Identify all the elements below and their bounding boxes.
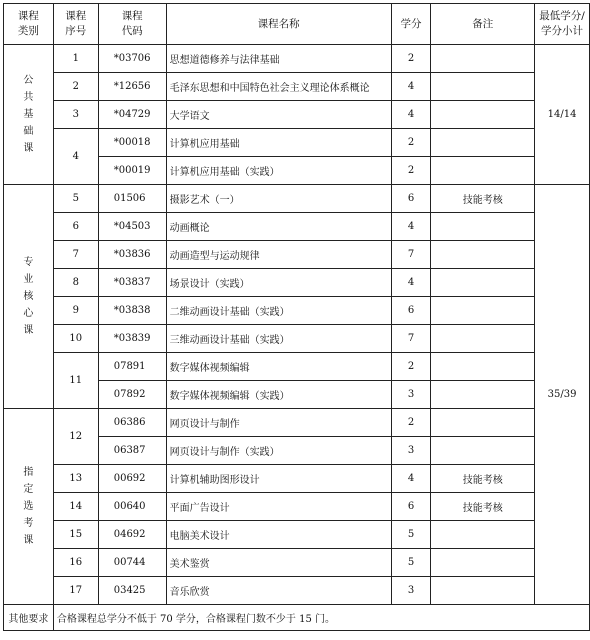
credit-cell: 4	[391, 465, 431, 493]
code-cell: 00744	[98, 549, 166, 577]
seq-cell: 12	[53, 409, 98, 465]
credit-cell: 6	[391, 297, 431, 325]
table-body	[4, 45, 590, 605]
table-row	[4, 269, 590, 297]
header-code	[98, 4, 166, 45]
course-name-cell: 平面广告设计	[166, 493, 391, 521]
table-row	[4, 549, 590, 577]
seq-cell: 15	[53, 521, 98, 549]
remark-cell	[431, 157, 535, 185]
table-row	[4, 521, 590, 549]
code-cell: *03838	[98, 297, 166, 325]
curriculum-table	[3, 3, 590, 631]
table-row	[4, 297, 590, 325]
course-name-cell: 网页设计与制作	[166, 409, 391, 437]
credit-cell: 4	[391, 101, 431, 129]
header-category-text: 课程 类别	[17, 10, 39, 37]
remark-cell	[431, 73, 535, 101]
table-row	[4, 101, 590, 129]
remark-cell	[431, 437, 535, 465]
code-cell: *03706	[98, 45, 166, 73]
header-min-credit-text: 最低学分/ 学分小计	[539, 10, 585, 37]
code-cell: *03837	[98, 269, 166, 297]
course-name-cell: 毛泽东思想和中国特色社会主义理论体系概论	[166, 73, 391, 101]
header-row	[4, 4, 590, 45]
code-cell: 01506	[98, 185, 166, 213]
course-name-cell: 场景设计（实践）	[166, 269, 391, 297]
credit-cell: 6	[391, 185, 431, 213]
header-category	[4, 4, 54, 45]
table-row	[4, 353, 590, 381]
credit-cell: 5	[391, 521, 431, 549]
header-credit	[391, 4, 431, 45]
course-name-cell: 计算机应用基础（实践）	[166, 157, 391, 185]
seq-cell: 16	[53, 549, 98, 577]
table-row	[4, 213, 590, 241]
seq-cell: 6	[53, 213, 98, 241]
credit-cell: 4	[391, 73, 431, 101]
remark-cell	[431, 45, 535, 73]
course-name-cell: 大学语文	[166, 101, 391, 129]
category-cell: 指 定 选 考 课	[4, 409, 54, 605]
code-cell: 03425	[98, 577, 166, 605]
remark-cell: 技能考核	[431, 185, 535, 213]
credit-cell: 2	[391, 129, 431, 157]
credit-cell: 3	[391, 437, 431, 465]
remark-cell	[431, 521, 535, 549]
seq-cell: 17	[53, 577, 98, 605]
seq-cell: 13	[53, 465, 98, 493]
table-row	[4, 241, 590, 269]
remark-cell	[431, 101, 535, 129]
credit-cell: 4	[391, 269, 431, 297]
seq-cell: 11	[53, 353, 98, 409]
remark-cell	[431, 325, 535, 353]
table-row	[4, 409, 590, 437]
remark-cell	[431, 213, 535, 241]
code-cell: *00019	[98, 157, 166, 185]
credit-cell: 3	[391, 381, 431, 409]
header-seq	[53, 4, 98, 45]
table-row	[4, 73, 590, 101]
code-cell: *03839	[98, 325, 166, 353]
header-code-text: 课程 代码	[121, 10, 143, 37]
credit-cell: 5	[391, 549, 431, 577]
footer-row	[4, 605, 590, 631]
table-row	[4, 577, 590, 605]
remark-cell	[431, 577, 535, 605]
header-name-text: 课程名称	[257, 17, 300, 30]
course-name-cell: 数字媒体视频编辑	[166, 353, 391, 381]
remark-cell	[431, 129, 535, 157]
code-cell: 04692	[98, 521, 166, 549]
header-remark	[431, 4, 535, 45]
code-cell: 00640	[98, 493, 166, 521]
course-name-cell: 计算机应用基础	[166, 129, 391, 157]
credit-cell: 2	[391, 409, 431, 437]
course-name-cell: 音乐欣赏	[166, 577, 391, 605]
table-row	[4, 465, 590, 493]
seq-cell: 14	[53, 493, 98, 521]
category-cell: 专 业 核 心 课	[4, 185, 54, 409]
credit-cell: 2	[391, 353, 431, 381]
header-min-credit	[535, 4, 590, 45]
credit-summary-cell: 35/39	[535, 185, 590, 605]
seq-cell: 7	[53, 241, 98, 269]
code-cell: *04729	[98, 101, 166, 129]
course-name-cell: 二维动画设计基础（实践）	[166, 297, 391, 325]
remark-cell	[431, 297, 535, 325]
course-name-cell: 数字媒体视频编辑（实践）	[166, 381, 391, 409]
footer-label: 其他要求	[4, 605, 54, 631]
remark-cell	[431, 353, 535, 381]
table-row	[4, 45, 590, 73]
footer-text: 合格课程总学分不低于 70 学分，合格课程门数不少于 15 门。	[53, 605, 589, 631]
remark-cell	[431, 241, 535, 269]
seq-cell: 3	[53, 101, 98, 129]
course-name-cell: 美术鉴赏	[166, 549, 391, 577]
course-name-cell: 摄影艺术（一）	[166, 185, 391, 213]
code-cell: 06386	[98, 409, 166, 437]
header-name	[166, 4, 391, 45]
course-name-cell: 网页设计与制作（实践）	[166, 437, 391, 465]
course-name-cell: 三维动画设计基础（实践）	[166, 325, 391, 353]
credit-cell: 7	[391, 325, 431, 353]
code-cell: *04503	[98, 213, 166, 241]
seq-cell: 9	[53, 297, 98, 325]
credit-cell: 2	[391, 45, 431, 73]
remark-cell	[431, 381, 535, 409]
seq-cell: 2	[53, 73, 98, 101]
seq-cell: 8	[53, 269, 98, 297]
credit-cell: 2	[391, 157, 431, 185]
code-cell: 07891	[98, 353, 166, 381]
header-remark-text: 备注	[472, 17, 494, 30]
seq-cell: 10	[53, 325, 98, 353]
header-credit-text: 学分	[400, 17, 422, 30]
course-name-cell: 电脑美术设计	[166, 521, 391, 549]
course-name-cell: 思想道德修养与法律基础	[166, 45, 391, 73]
credit-summary-cell: 14/14	[535, 45, 590, 185]
credit-cell: 7	[391, 241, 431, 269]
seq-cell: 4	[53, 129, 98, 185]
remark-cell	[431, 269, 535, 297]
code-cell: *00018	[98, 129, 166, 157]
remark-cell	[431, 409, 535, 437]
credit-cell: 3	[391, 577, 431, 605]
code-cell: 07892	[98, 381, 166, 409]
seq-cell: 5	[53, 185, 98, 213]
seq-cell: 1	[53, 45, 98, 73]
course-name-cell: 计算机辅助图形设计	[166, 465, 391, 493]
table-row	[4, 325, 590, 353]
header-seq-text: 课程 序号	[65, 10, 87, 37]
table-row	[4, 129, 590, 157]
credit-cell: 6	[391, 493, 431, 521]
table-row	[4, 493, 590, 521]
remark-cell: 技能考核	[431, 493, 535, 521]
remark-cell: 技能考核	[431, 465, 535, 493]
course-name-cell: 动画造型与运动规律	[166, 241, 391, 269]
category-cell: 公 共 基 础 课	[4, 45, 54, 185]
code-cell: 00692	[98, 465, 166, 493]
credit-cell: 4	[391, 213, 431, 241]
course-name-cell: 动画概论	[166, 213, 391, 241]
code-cell: *12656	[98, 73, 166, 101]
remark-cell	[431, 549, 535, 577]
table-row	[4, 185, 590, 213]
code-cell: 06387	[98, 437, 166, 465]
code-cell: *03836	[98, 241, 166, 269]
